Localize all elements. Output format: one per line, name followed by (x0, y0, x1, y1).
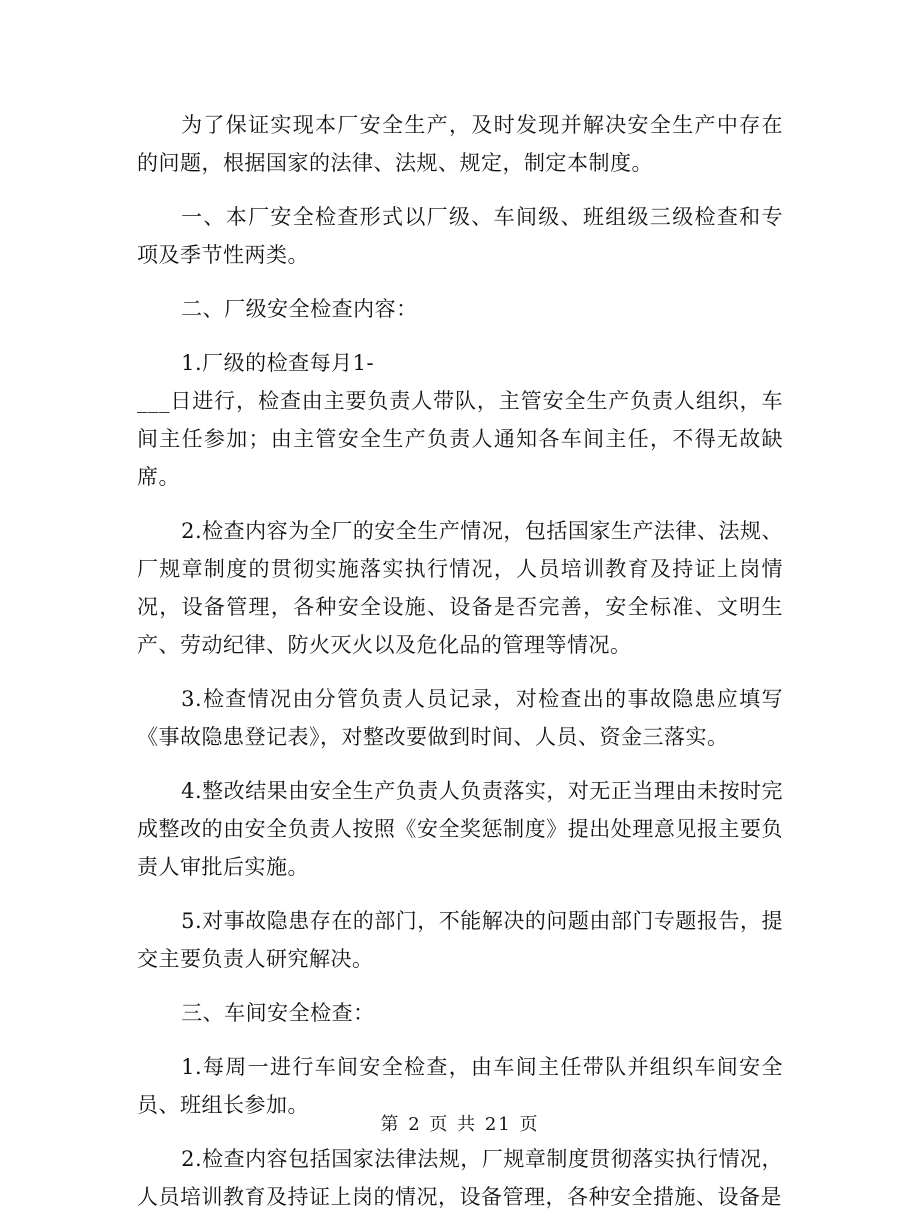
page-number-footer: 第 2 页 共 21 页 (380, 1114, 540, 1135)
paragraph-item-2-3: 3.检查情况由分管负责人员记录，对检查出的事故隐患应填写《事故隐患登记表》，对整改要做到时间、人员、资金三落实。 (137, 687, 783, 749)
document-body (137, 106, 783, 1232)
paragraph-item-3-2: 2.检查内容包括国家法律法规，厂规章制度贯彻落实执行情况，人员培训教育及持证上岗的情况，设备管理，各种安全措施、设备是 (137, 1147, 783, 1209)
paragraph-section-1: 一、本厂安全检查形式以厂级、车间级、班组级三级检查和专项及季节性两类。 (137, 205, 783, 267)
paragraph-item-3-1: 1.每周一进行车间安全检查，由车间主任带队并组织车间安全员、班组长参加。 (137, 1055, 783, 1117)
paragraph-item-2-5: 5.对事故隐患存在的部门，不能解决的问题由部门专题报告，提交主要负责人研究解决。 (137, 909, 783, 971)
paragraph-item-2-1-cont: ___日进行，检查由主要负责人带队，主管安全生产负责人组织，车间主任参加；由主管安全生产负责人通知各车间主任，不得无故缺席。 (137, 389, 783, 489)
paragraph-item-2-1-start: 1.厂级的检查每月1- (181, 351, 375, 375)
paragraph-item-2-4: 4.整改结果由安全生产负责人负责落实，对无正当理由未按时完成整改的由安全负责人按照《安全奖惩制度》提出处理意见报主要负责人审批后实施。 (137, 779, 783, 879)
heading-section-3: 三、车间安全检查： (181, 1001, 375, 1025)
heading-section-2: 二、厂级安全检查内容： (181, 297, 418, 321)
paragraph-intro: 为了保证实现本厂安全生产，及时发现并解决安全生产中存在的问题，根据国家的法律、法规、规定，制定本制度。 (137, 113, 783, 175)
paragraph-item-2-2: 2.检查内容为全厂的安全生产情况，包括国家生产法律、法规、厂规章制度的贯彻实施落实执行情况，人员培训教育及持证上岗情况，设备管理，各种安全设施、设备是否完善，安全标准、文明生产、劳动纪律、防火灭火以及危化品的管理等情况。 (137, 519, 783, 657)
